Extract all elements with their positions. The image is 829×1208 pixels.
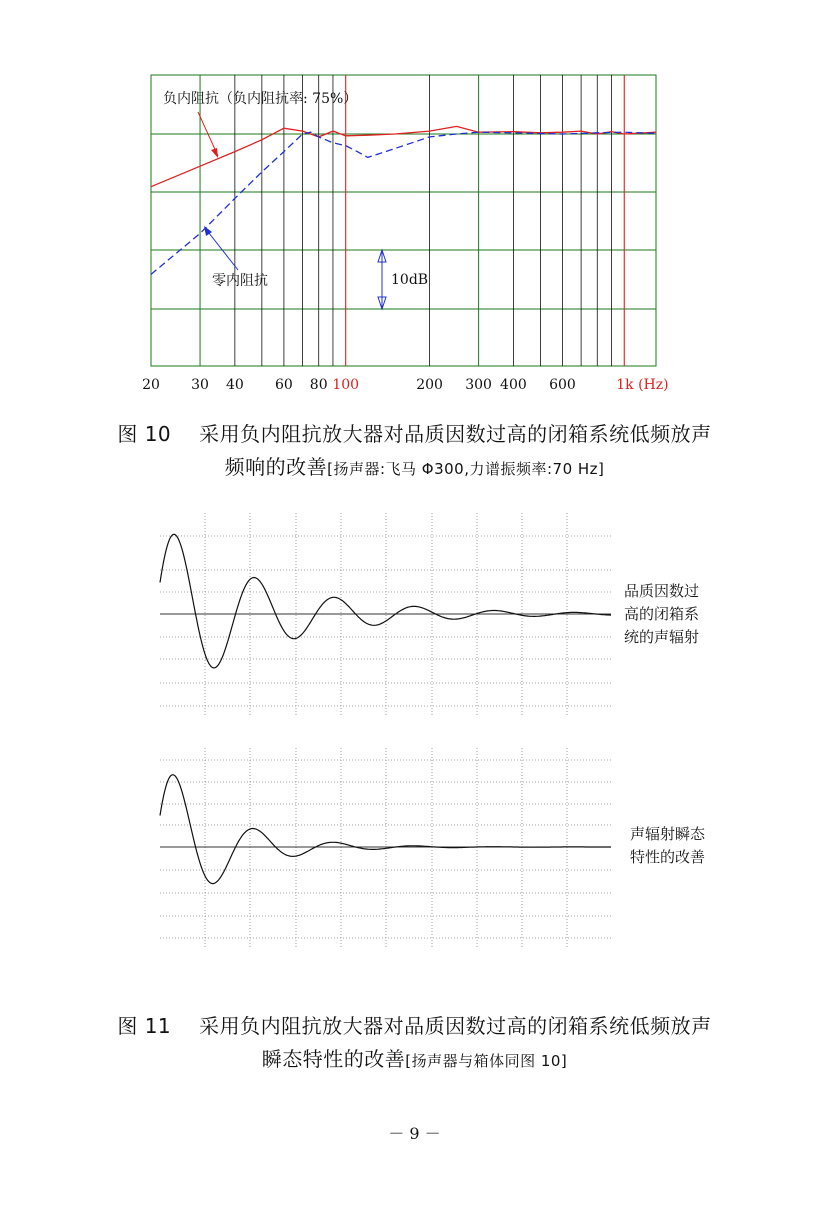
chart-grid: [160, 513, 611, 948]
x-tick-label: 60: [274, 377, 293, 393]
curve-labels: [624, 582, 706, 866]
x-tick-label: 80: [309, 377, 328, 393]
x-tick-label: 100: [332, 377, 360, 393]
figure-10-caption-line2: 频响的改善: [224, 455, 328, 479]
figure-10-caption-sub: [扬声器:飞马 Φ300,力谱振频率:70 Hz]: [327, 460, 605, 478]
x-tick-label: 1k (Hz): [616, 377, 669, 393]
x-tick-label: 200: [416, 377, 443, 393]
figure-11-caption-line2: 瞬态特性的改善: [261, 1047, 406, 1071]
chart-series: [151, 126, 656, 274]
x-tick-label: 40: [225, 377, 244, 393]
figure-10-caption: [0, 418, 829, 480]
curve-label-line: 声辐射瞬态: [630, 825, 706, 843]
curve-label-line: 统的声辐射: [624, 628, 700, 646]
x-tick-label: 20: [142, 377, 160, 393]
arrow-zero-impedance: [205, 228, 238, 270]
figure-11-caption-line1: 采用负内阻抗放大器对品质因数过高的闭箱系统低频放声: [199, 1014, 712, 1038]
x-tick-label: 300: [465, 377, 492, 393]
curve-label-line: 高的闭箱系: [624, 605, 700, 623]
plot-frame: [151, 75, 656, 366]
curve-label-line: 品质因数过: [624, 582, 700, 600]
figure-10-number: 图 10: [117, 422, 172, 446]
x-tick-label: 600: [549, 377, 576, 393]
figure-11-caption-sub: [扬声器与箱体同图 10]: [405, 1052, 568, 1070]
x-tick-label: 400: [500, 377, 527, 393]
curve-improved: [160, 775, 611, 884]
figure-11-caption: [0, 1010, 829, 1072]
label-zero-impedance: 零内阻抗: [212, 273, 268, 289]
arrow-head-zero: [204, 226, 212, 236]
figure-10-caption-line1: 采用负内阻抗放大器对品质因数过高的闭箱系统低频放声: [199, 422, 712, 446]
x-tick-labels: [142, 377, 669, 393]
db-scale-label: 10dB: [391, 272, 429, 288]
curve-label-line: 特性的改善: [630, 848, 706, 866]
transient-response-chart: [0, 500, 829, 960]
curve-high-q: [160, 534, 611, 668]
figure-11-number: 图 11: [117, 1014, 172, 1038]
frequency-response-chart: [0, 0, 829, 400]
chart-series: [160, 534, 611, 883]
series-negative-impedance: [151, 126, 656, 186]
x-tick-label: 30: [191, 377, 209, 393]
label-negative-impedance: 负内阻抗（负内阻抗率: 75%）: [163, 91, 358, 107]
chart-grid: [151, 75, 656, 366]
arrow-head-negative: [211, 148, 218, 158]
series-zero-impedance: [151, 132, 656, 274]
page-number: － 9 －: [388, 1124, 441, 1143]
